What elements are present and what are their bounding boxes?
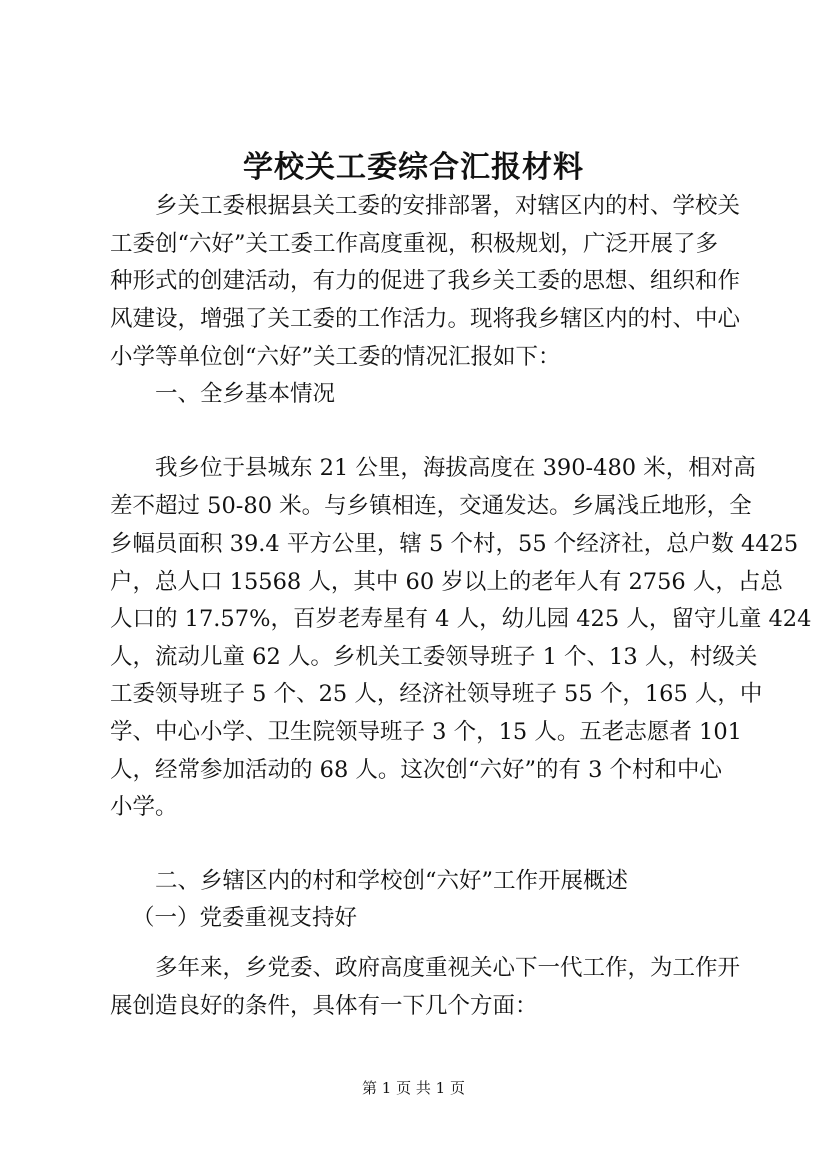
paragraph-line: 展创造良好的条件，具体有一下几个方面： (110, 993, 538, 1019)
paragraph-line: 风建设，增强了关工委的工作活力。现将我乡辖区内的村、中心 (110, 306, 741, 332)
paragraph-line: 人，经常参加活动的 68 人。这次创“六好”的有 3 个村和中心 (110, 757, 723, 783)
page-footer: 第 1 页 共 1 页 (362, 1079, 465, 1097)
paragraph-line: 人口的 17.57%，百岁老寿星有 4 人，幼儿园 425 人，留守儿童 424 (110, 606, 812, 632)
paragraph-line: 人，流动儿童 62 人。乡机关工委领导班子 1 个、13 人，村级关 (110, 644, 758, 670)
section-heading: 二、乡辖区内的村和学校创“六好”工作开展概述 (155, 868, 629, 894)
section-heading: 一、全乡基本情况 (155, 381, 336, 407)
document-title: 学校关工委综合汇报材料 (243, 150, 584, 185)
paragraph-line: 乡关工委根据县关工委的安排部署，对辖区内的村、学校关 (155, 193, 741, 219)
paragraph-line: 多年来，乡党委、政府高度重视关心下一代工作，为工作开 (155, 955, 741, 981)
paragraph-line: 学、中心小学、卫生院领导班子 3 个，15 人。五老志愿者 101 (110, 719, 743, 745)
paragraph-line: 我乡位于县城东 21 公里，海拔高度在 390-480 米，相对高 (155, 455, 756, 481)
paragraph-line: 工委领导班子 5 个、25 人，经济社领导班子 55 个，165 人，中 (110, 681, 763, 707)
paragraph-line: 户，总人口 15568 人，其中 60 岁以上的老年人有 2756 人，占总 (110, 569, 783, 595)
paragraph-line: 小学。 (110, 794, 178, 820)
subsection-heading: （一）党委重视支持好 (132, 905, 358, 931)
paragraph-line: 工委创“六好”关工委工作高度重视，积极规划，广泛开展了多 (110, 231, 719, 257)
paragraph-line: 种形式的创建活动，有力的促进了我乡关工委的思想、组织和作 (110, 268, 741, 294)
paragraph-line: 差不超过 50-80 米。与乡镇相连，交通发达。乡属浅丘地形，全 (110, 493, 752, 519)
paragraph-line: 乡幅员面积 39.4 平方公里，辖 5 个村，55 个经济社，总户数 4425 (110, 531, 799, 557)
paragraph-line: 小学等单位创“六好”关工委的情况汇报如下： (110, 344, 561, 370)
